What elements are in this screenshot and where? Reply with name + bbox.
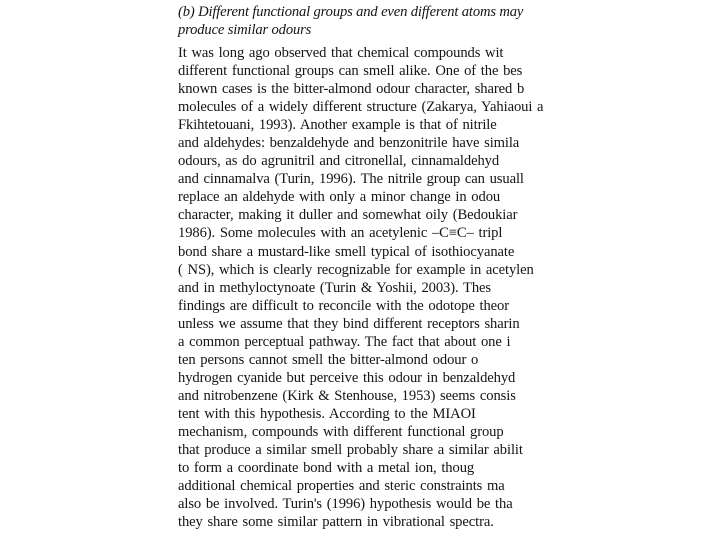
text-line: and cinnamalva (Turin, 1996). The nitrile group can usuall <box>178 171 524 188</box>
text-line: Fkihtetouani, 1993). Another example is that of nitrile <box>178 117 497 134</box>
text-line: and in methyloctynoate (Turin & Yoshii, 2003). Thes <box>178 279 492 296</box>
text-line: mechanism, compounds with different functional group <box>178 423 504 440</box>
heading-line: produce similar odours <box>178 21 312 38</box>
text-line: additional chemical properties and steric constraints ma <box>178 478 505 495</box>
text-line: and nitrobenzene (Kirk & Stenhouse, 1953) seems consis <box>178 387 516 404</box>
text-line: 1986). Some molecules with an acetylenic –C≡C– tripl <box>178 225 503 242</box>
text-line: character, making it duller and somewhat oily (Bedoukiar <box>178 207 518 224</box>
text-line: unless we assume that they bind different receptors sharin <box>178 315 520 332</box>
text-line: they share some similar pattern in vibrational spectra. <box>178 514 494 531</box>
heading-line: (b) Different functional groups and even different atoms may <box>178 4 524 20</box>
text-line: molecules of a widely different structure (Zakarya, Yahiaoui a <box>178 99 544 116</box>
text-line: ten persons cannot smell the bitter-almond odour o <box>178 351 479 368</box>
text-line: ( NS), which is clearly recognizable for example in acetylen <box>178 261 534 278</box>
text-line: to form a coordinate bond with a metal ion, thoug <box>178 460 475 477</box>
text-line: bond share a mustard-like smell typical of isothiocyanate <box>178 243 515 260</box>
text-line: and aldehydes: benzaldehyde and benzonitrile have simila <box>178 135 520 152</box>
text-line: also be involved. Turin's (1996) hypothesis would be tha <box>178 496 513 513</box>
body-paragraph <box>178 44 598 531</box>
text-line: odours, as do agrunitril and citronellal, cinnamaldehyd <box>178 153 500 170</box>
section-heading <box>178 4 598 39</box>
text-line: that produce a similar smell probably share a similar abilit <box>178 442 523 459</box>
text-line: findings are difficult to reconcile with the odotope theor <box>178 297 509 314</box>
text-line: hydrogen cyanide but perceive this odour in benzaldehyd <box>178 369 516 386</box>
text-line: different functional groups can smell alike. One of the bes <box>178 63 523 80</box>
text-line: known cases is the bitter-almond odour character, shared b <box>178 81 525 98</box>
page-right-margin <box>570 0 720 540</box>
text-line: a common perceptual pathway. The fact that about one i <box>178 333 511 350</box>
text-line: tent with this hypothesis. According to the MIAOI <box>178 405 476 422</box>
text-line: replace an aldehyde with only a minor change in odou <box>178 189 501 206</box>
text-line: It was long ago observed that chemical compounds wit <box>178 45 504 61</box>
